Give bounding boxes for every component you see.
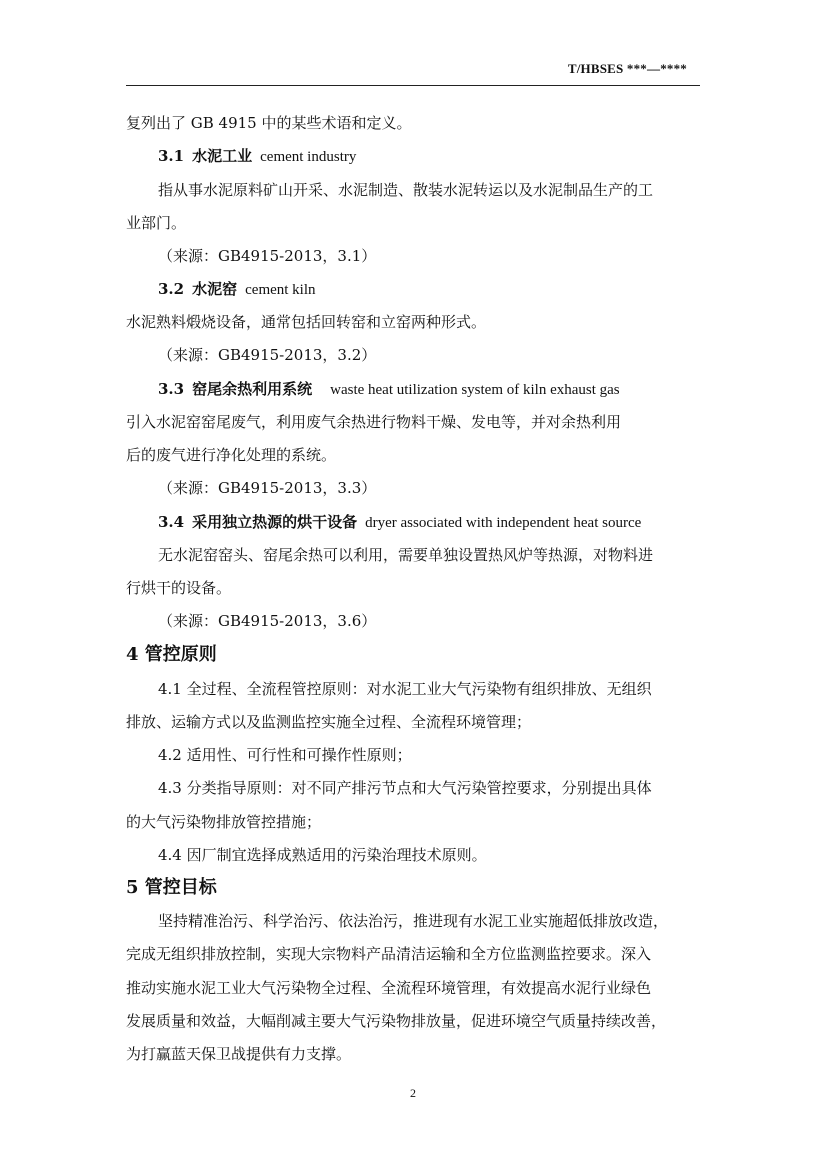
term-english: cement kiln xyxy=(245,282,316,298)
definition-line: 行烘干的设备。 xyxy=(126,579,232,597)
term-number: 3.4 xyxy=(158,513,185,531)
principle-line: 排放、运输方式以及监测监控实施全过程、全流程环境管理； xyxy=(126,713,532,731)
term-number: 3.1 xyxy=(158,147,185,165)
term-english: waste heat utilization system of kiln exhaust gas xyxy=(330,382,620,398)
source-note: （来源：GB4915-2013，3.6） xyxy=(158,612,377,630)
principle-line: 4.3 分类指导原则：对不同产排污节点和大气污染管控要求，分别提出具体 xyxy=(158,779,652,797)
section-4-heading: 4 管控原则 xyxy=(126,644,217,665)
term-english: cement industry xyxy=(260,149,357,165)
definition-line: 引入水泥窑窑尾废气，利用废气余热进行物料干燥、发电等，并对余热利用 xyxy=(126,413,622,431)
term-3-4-title xyxy=(158,512,738,533)
source-note: （来源：GB4915-2013，3.3） xyxy=(158,479,377,497)
term-3-3-title xyxy=(158,379,738,400)
intro-line: 复列出了 GB 4915 中的某些术语和定义。 xyxy=(126,114,412,132)
principle-line: 4.1 全过程、全流程管控原则：对水泥工业大气污染物有组织排放、无组织 xyxy=(158,680,652,698)
principle-line: 的大气污染物排放管控措施； xyxy=(126,813,322,831)
term-chinese: 水泥窑 xyxy=(192,280,238,298)
term-chinese: 水泥工业 xyxy=(192,147,253,165)
source-note: （来源：GB4915-2013，3.2） xyxy=(158,346,377,364)
definition-line: 业部门。 xyxy=(126,214,187,232)
definition-line: 后的废气进行净化处理的系统。 xyxy=(126,446,337,464)
term-english: dryer associated with independent heat source xyxy=(365,515,642,531)
term-3-2-title xyxy=(158,279,738,300)
principle-line: 4.2 适用性、可行性和可操作性原则； xyxy=(158,746,412,764)
term-number: 3.2 xyxy=(158,280,185,298)
source-note: （来源：GB4915-2013，3.1） xyxy=(158,247,377,265)
document-code: T/HBSES ***—**** xyxy=(567,61,687,76)
section-5-heading: 5 管控目标 xyxy=(126,877,217,898)
term-3-1-title xyxy=(158,146,738,167)
definition-line: 无水泥窑窑头、窑尾余热可以利用，需要单独设置热风炉等热源，对物料进 xyxy=(158,546,654,564)
definition-line: 指从事水泥原料矿山开采、水泥制造、散装水泥转运以及水泥制品生产的工 xyxy=(158,181,654,199)
paragraph-line: 为打赢蓝天保卫战提供有力支撑。 xyxy=(126,1045,352,1063)
term-chinese: 采用独立热源的烘干设备 xyxy=(192,513,358,531)
paragraph-line: 完成无组织排放控制，实现大宗物料产品清洁运输和全方位监测监控要求。深入 xyxy=(126,945,652,963)
paragraph-line: 发展质量和效益，大幅削减主要大气污染物排放量，促进环境空气质量持续改善， xyxy=(126,1012,667,1030)
page-number: 2 xyxy=(410,1086,416,1100)
principle-line: 4.4 因厂制宜选择成熟适用的污染治理技术原则。 xyxy=(158,846,487,864)
paragraph-line: 坚持精准治污、科学治污、依法治污，推进现有水泥工业实施超低排放改造， xyxy=(158,912,669,930)
header-rule xyxy=(126,85,700,86)
definition-line: 水泥熟料煅烧设备，通常包括回转窑和立窑两种形式。 xyxy=(126,313,487,331)
paragraph-line: 推动实施水泥工业大气污染物全过程、全流程环境管理，有效提高水泥行业绿色 xyxy=(126,979,652,997)
term-chinese: 窑尾余热利用系统 xyxy=(192,380,313,398)
term-number: 3.3 xyxy=(158,380,185,398)
